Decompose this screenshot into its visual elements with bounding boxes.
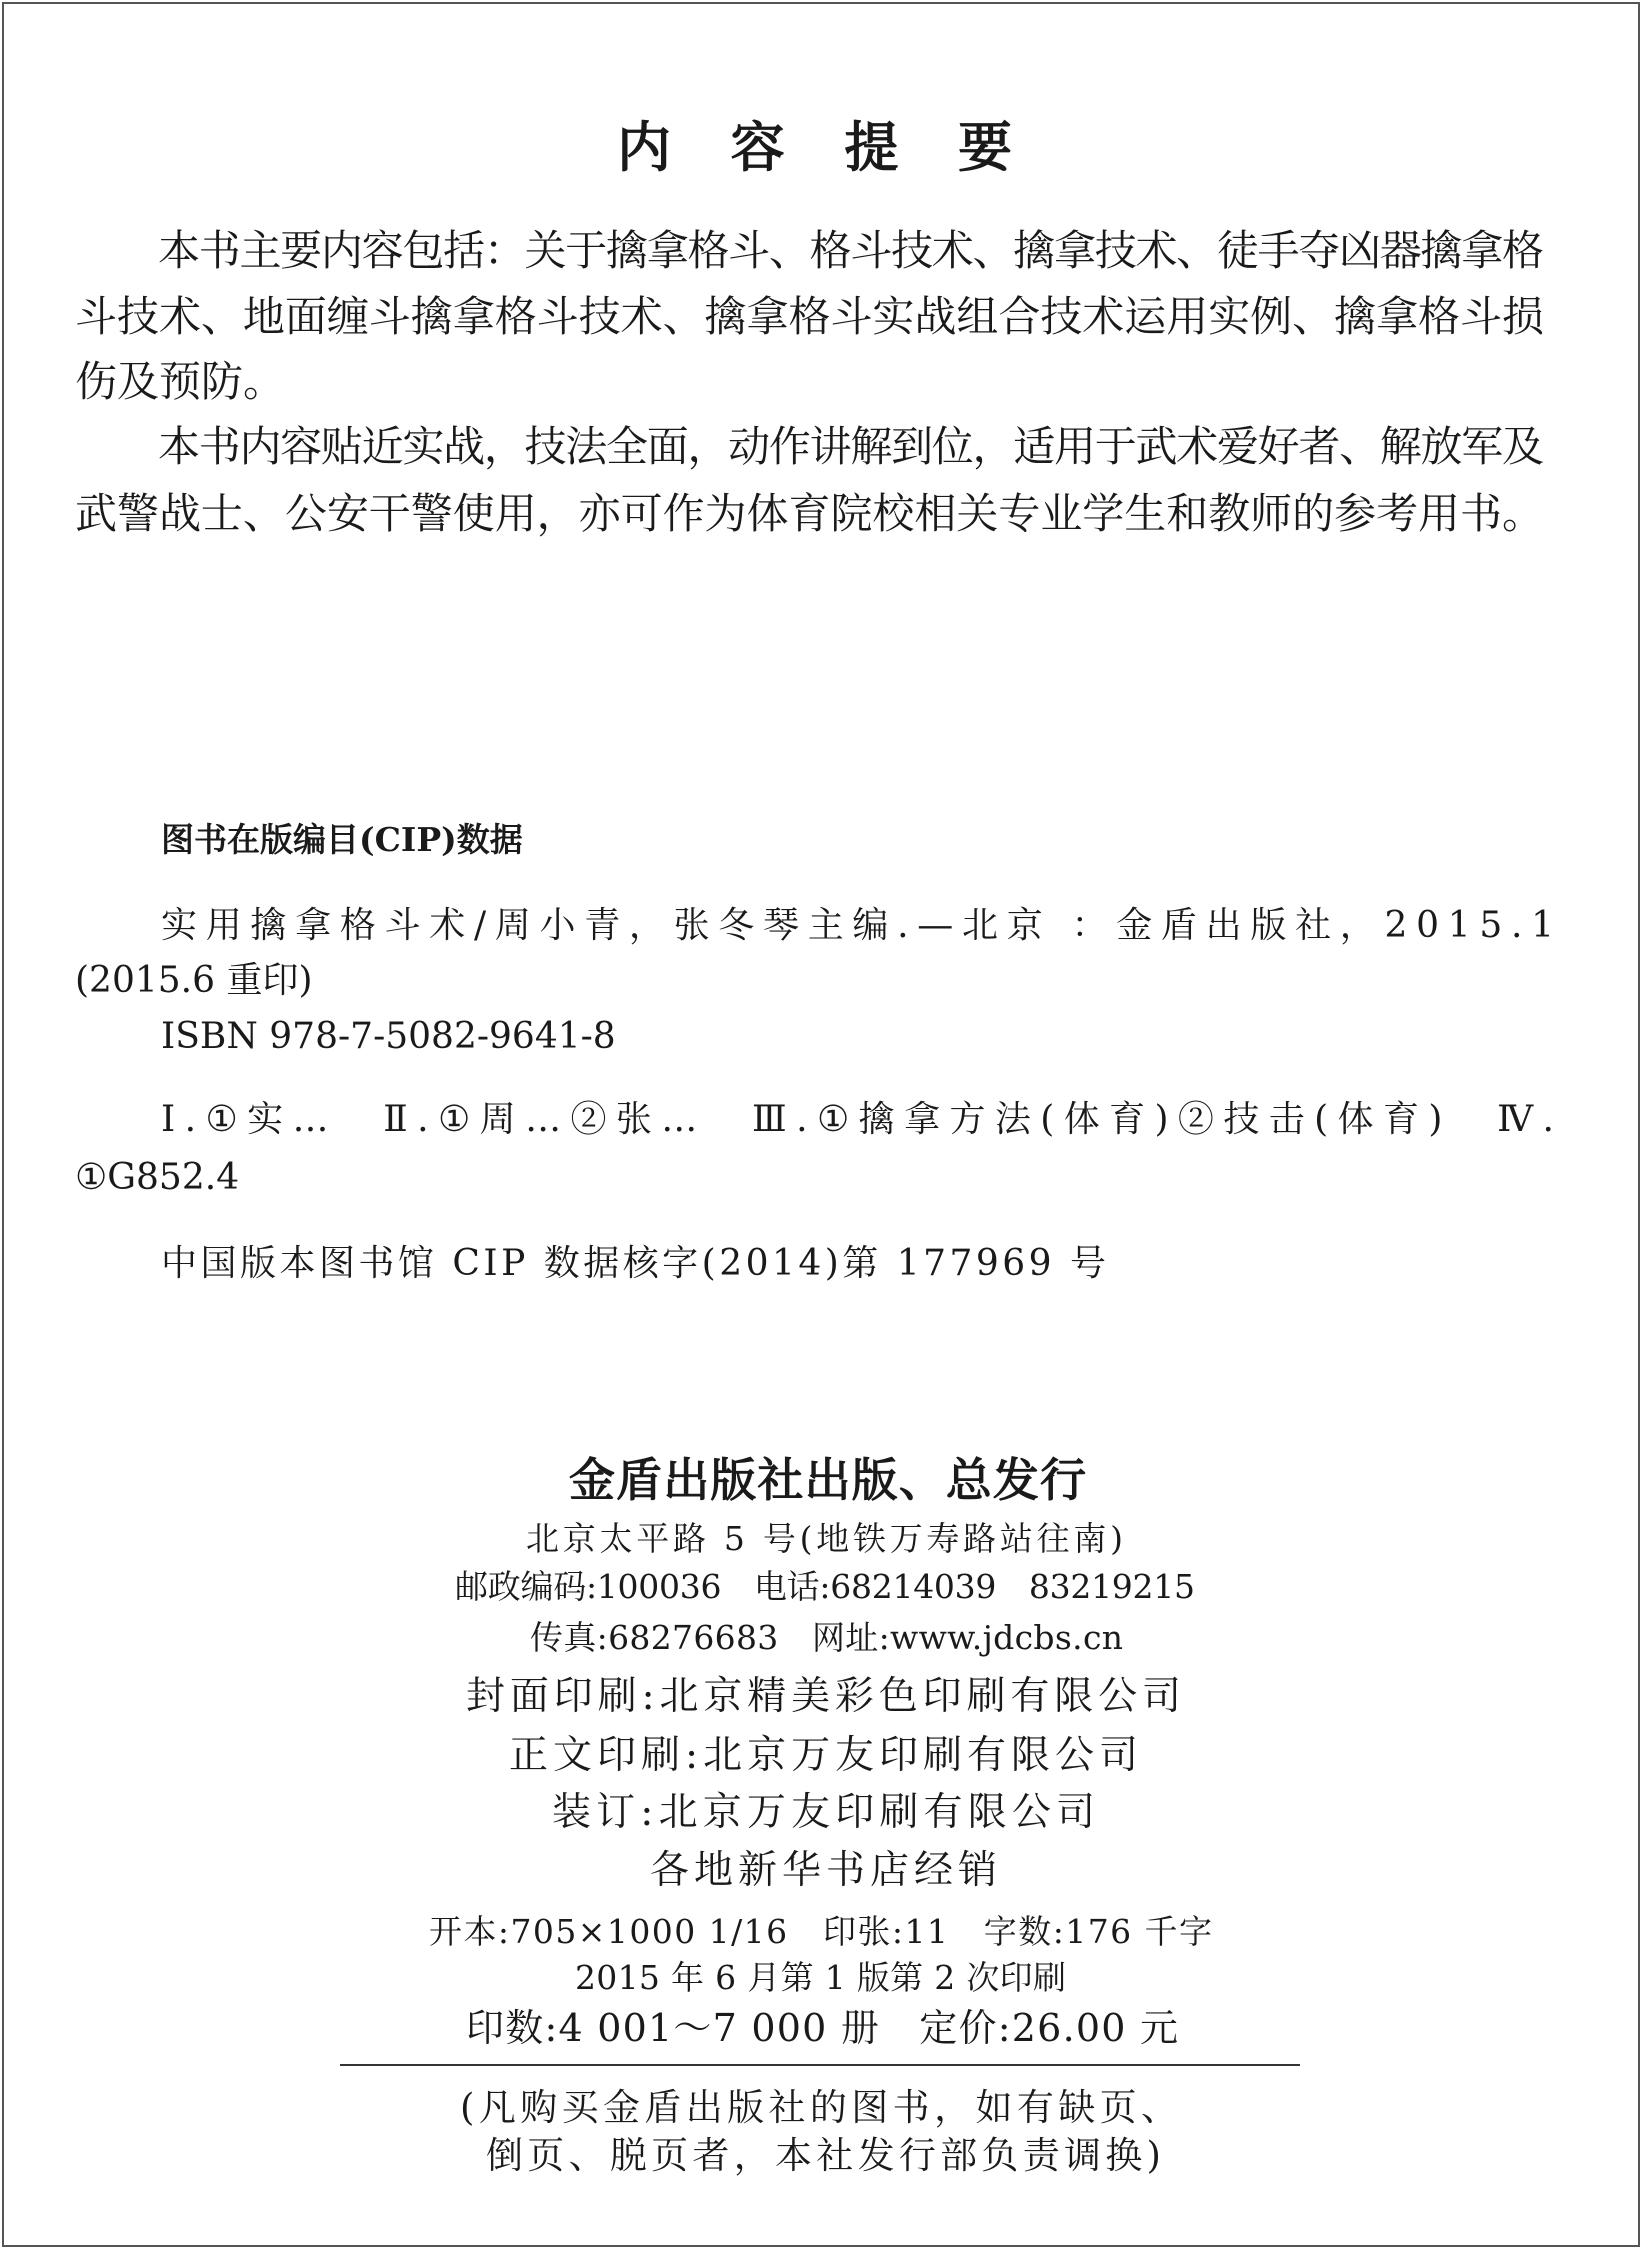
summary-title: 内 容 提 要 <box>617 115 1033 179</box>
publisher-address: 北京太平路 5 号(地铁万寿路站往南) <box>526 1519 1127 1558</box>
text-printer: 正文印刷:北京万友印刷有限公司 <box>509 1733 1143 1778</box>
format-info: 开本:705×1000 1/16 印张:11 字数:176 千字 <box>429 1912 1214 1951</box>
publisher-heading: 金盾出版社出版、总发行 <box>569 1453 1088 1507</box>
distribution: 各地新华书店经销 <box>650 1848 1002 1893</box>
binding: 装订:北京万友印刷有限公司 <box>552 1790 1101 1835</box>
summary-line: 本书内容贴近实战，技法全面，动作讲解到位，适用于武术爱好者、解放军及 <box>158 422 1543 471</box>
cip-line: Ⅰ.①实… Ⅱ.①周…②张… Ⅲ.①擒拿方法(体育)②技击(体育) Ⅳ. <box>161 1099 1564 1140</box>
cip-line: 实用擒拿格斗术/周小青，张冬琴主编.—北京 ：金盾出版社，2015.1 <box>161 905 1563 946</box>
summary-line: 伤及预防。 <box>75 357 286 406</box>
summary-line: 斗技术、地面缠斗擒拿格斗技术、擒拿格斗实战组合技术运用实例、擒拿格斗损 <box>75 292 1544 341</box>
notice-line: 倒页、脱页者，本社发行部负责调换) <box>486 2134 1166 2177</box>
divider <box>340 2064 1300 2066</box>
cip-line: ①G852.4 <box>75 1157 240 1198</box>
cip-line: (2015.6 重印) <box>75 960 313 1001</box>
summary-line: 本书主要内容包括：关于擒拿格斗、格斗技术、擒拿技术、徒手夺凶器擒拿格 <box>158 226 1543 275</box>
cover-printer: 封面印刷:北京精美彩色印刷有限公司 <box>466 1674 1186 1719</box>
isbn: ISBN 978-7-5082-9641-8 <box>161 1016 616 1057</box>
edition-info: 2015 年 6 月第 1 版第 2 次印刷 <box>575 1958 1067 1997</box>
notice-line: (凡购买金盾出版社的图书，如有缺页、 <box>460 2086 1183 2129</box>
summary-line: 武警战士、公安干警使用，亦可作为体育院校相关专业学生和教师的参考用书。 <box>75 489 1544 538</box>
print-run-price: 印数:4 001～7 000 册 定价:26.00 元 <box>466 2006 1180 2050</box>
cip-heading: 图书在版编目(CIP)数据 <box>161 820 523 859</box>
publisher-fax-web: 传真:68276683 网址:www.jdcbs.cn <box>530 1618 1124 1657</box>
publisher-postal-phone: 邮政编码:100036 电话:68214039 83219215 <box>455 1567 1195 1606</box>
cip-record-number: 中国版本图书馆 CIP 数据核字(2014)第 177969 号 <box>161 1243 1110 1284</box>
